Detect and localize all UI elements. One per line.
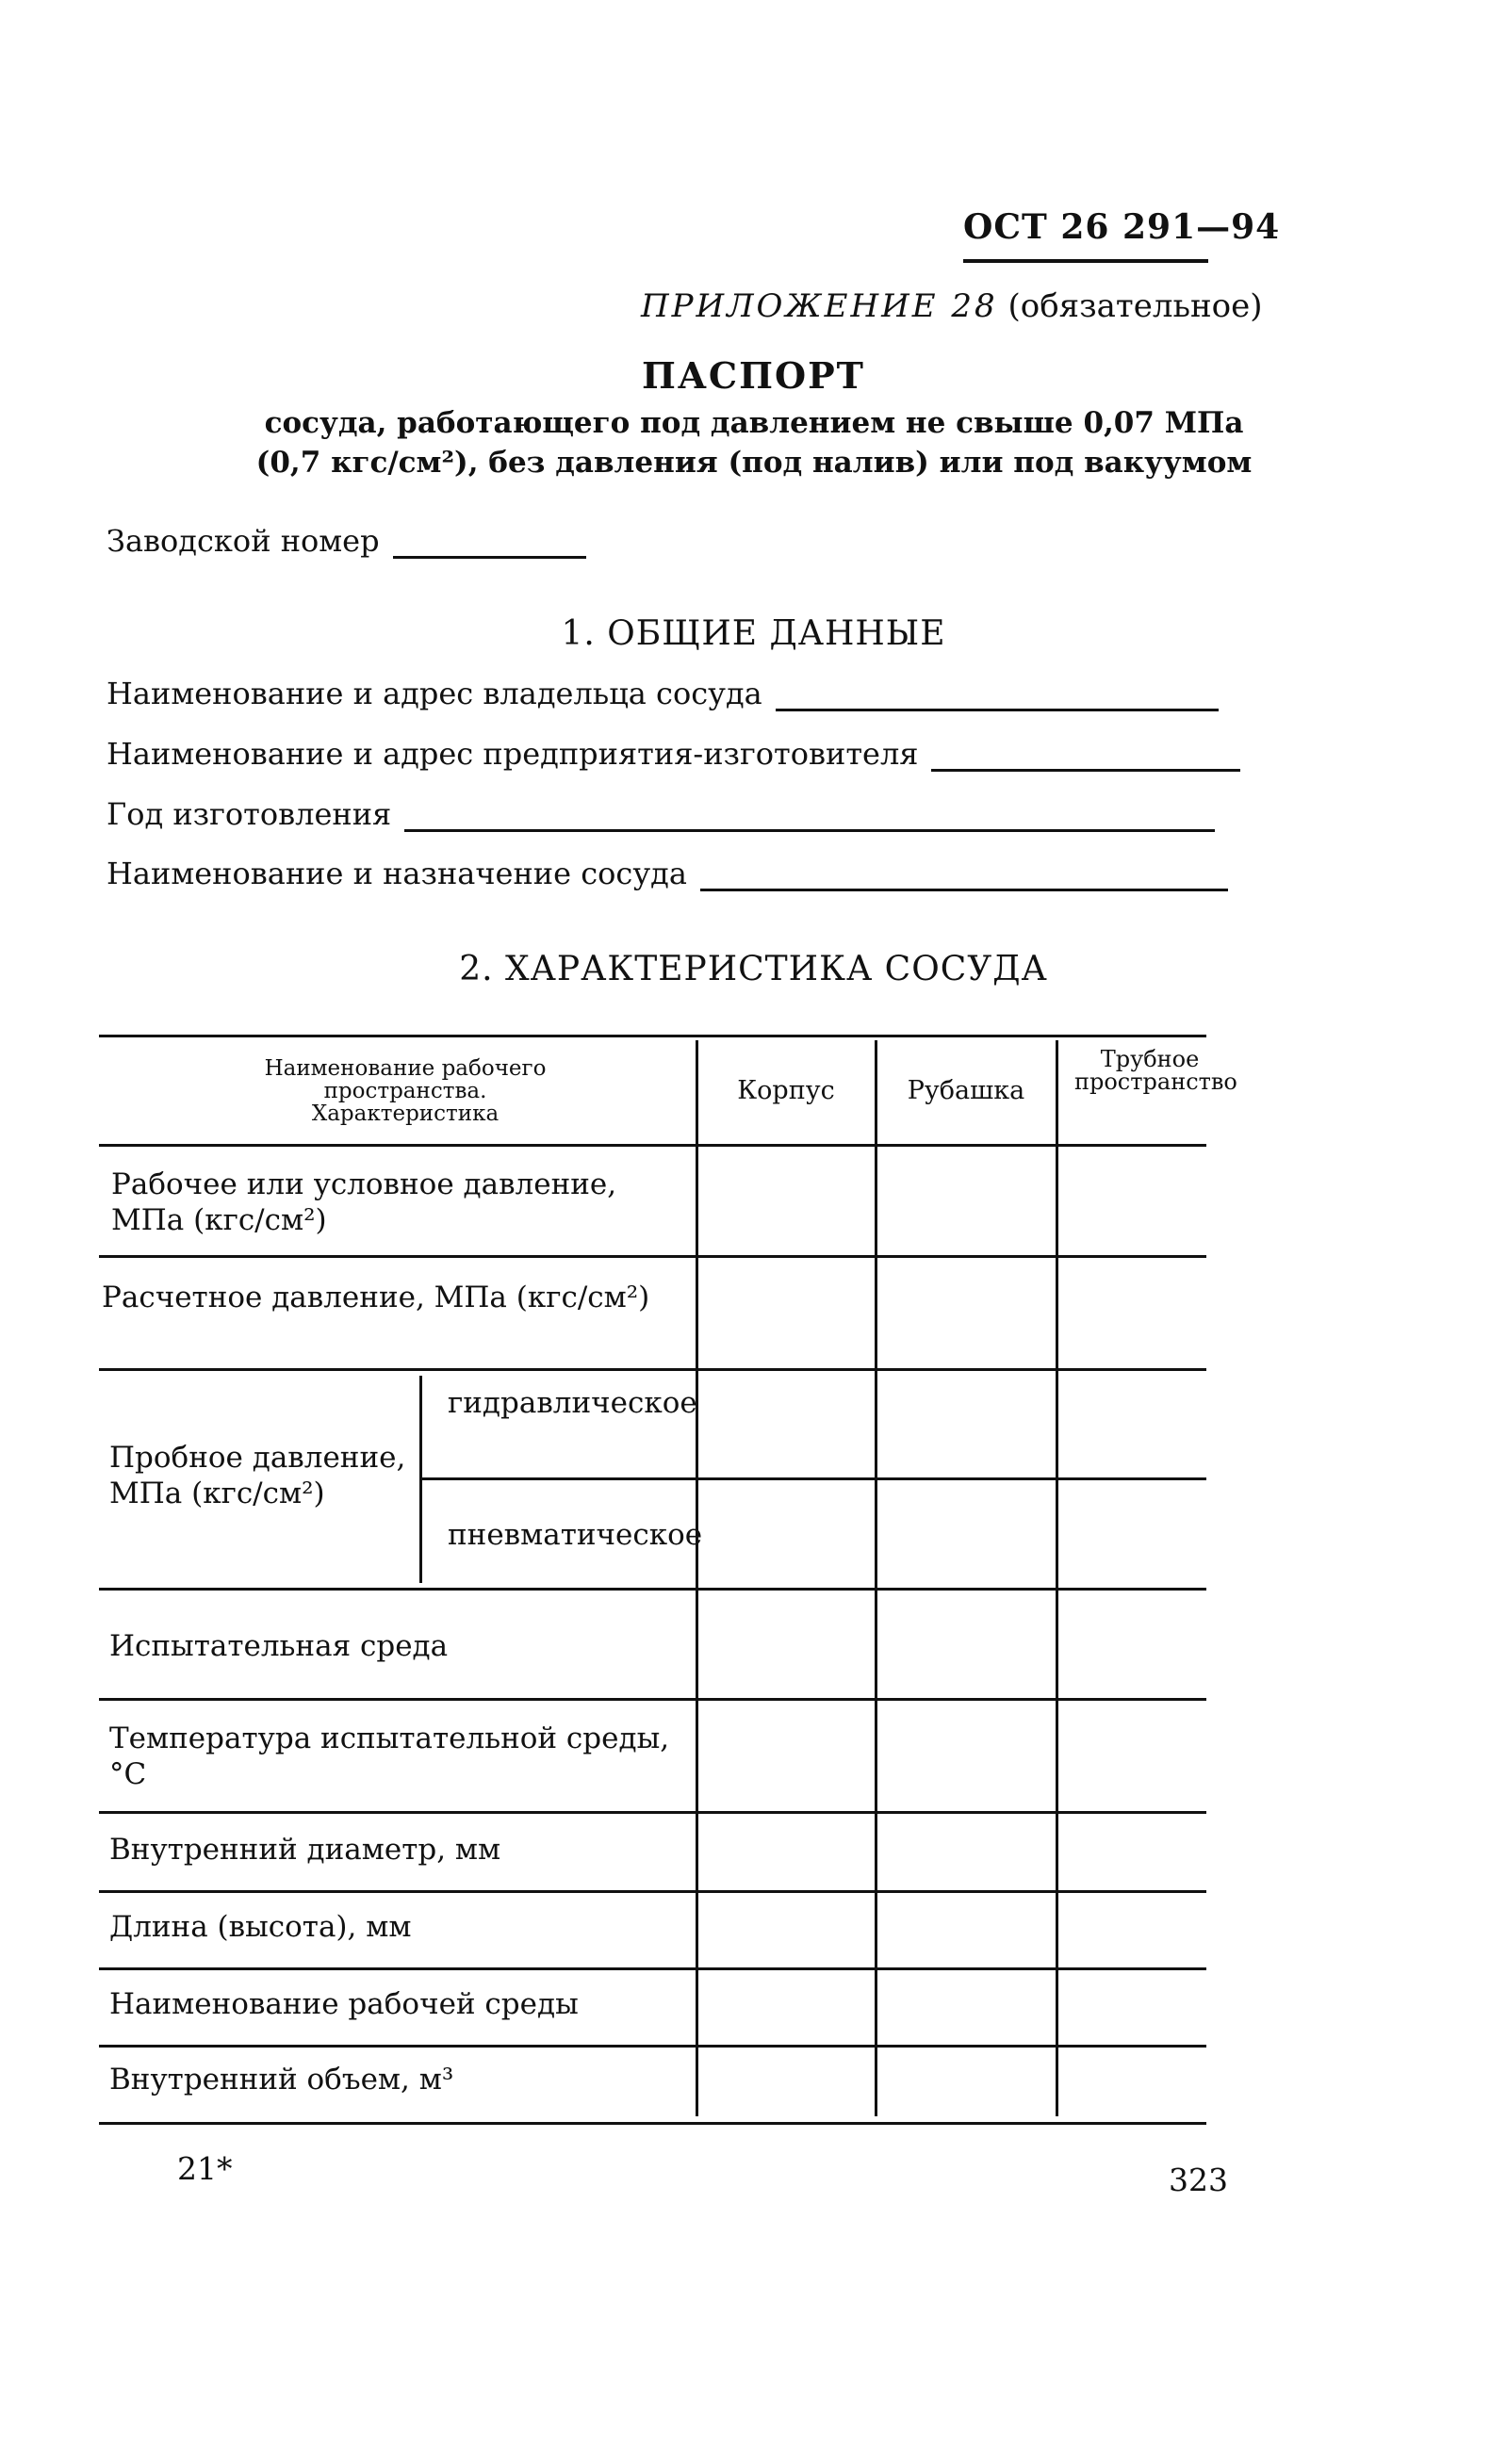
column-divider (696, 1040, 698, 2116)
purpose-label: Наименование и назначение сосуда (106, 856, 687, 891)
document-title: ПАСПОРТ (642, 354, 865, 397)
table-rule (99, 1144, 1206, 1147)
row-inner-diameter: Внутренний диаметр, мм (109, 1833, 501, 1867)
table-rule (99, 2122, 1206, 2125)
header-body: Корпус (737, 1076, 835, 1105)
row-test-pressure-label: Пробное давление, МПа (кгс/см²) (109, 1441, 406, 1510)
owner-label: Наименование и адрес владельца сосуда (106, 676, 762, 711)
owner-field (106, 676, 1219, 711)
appendix-heading (641, 287, 1262, 325)
subtitle-line-2: (0,7 кгс/см²), без давления (под налив) или под вакуумом (255, 446, 1253, 480)
year-blank[interactable] (404, 828, 1215, 832)
table-rule (99, 1967, 1206, 1970)
serial-number-label: Заводской номер (106, 523, 380, 559)
section-1-heading: 1. ОБЩИЕ ДАННЫЕ (561, 614, 946, 653)
standard-number: ОСТ 26 291—94 (963, 207, 1281, 247)
year-field (106, 796, 1215, 832)
subrow-divider (419, 1376, 422, 1583)
subtitle-line-1: сосуда, работающего под давлением не свыше 0,07 МПа (264, 406, 1244, 440)
owner-blank[interactable] (776, 708, 1219, 711)
table-rule (99, 1368, 1206, 1371)
row-test-medium: Испытательная среда (109, 1629, 449, 1663)
purpose-blank[interactable] (700, 888, 1228, 891)
table-rule (99, 1035, 1206, 1037)
document-subtitle (123, 403, 1385, 482)
page-number: 323 (1169, 2162, 1228, 2198)
row-design-pressure: Расчетное давление, МПа (кгс/см²) (102, 1281, 650, 1314)
row-inner-volume: Внутренний объем, м³ (109, 2063, 454, 2097)
column-divider (875, 1040, 877, 2116)
table-rule (99, 1588, 1206, 1591)
row-test-temperature: Температура испытательной среды, °С (109, 1722, 670, 1791)
row-working-medium: Наименование рабочей среды (109, 1987, 579, 2021)
table-rule (99, 1698, 1206, 1701)
manufacturer-field (106, 736, 1240, 772)
manufacturer-label: Наименование и адрес предприятия-изготовителя (106, 736, 919, 772)
serial-number-field (106, 523, 586, 559)
header-name: Наименование рабочего пространства. Характеристика (264, 1056, 547, 1126)
column-divider (1056, 1040, 1058, 2116)
row-length: Длина (высота), мм (109, 1910, 412, 1944)
purpose-field (106, 856, 1228, 891)
header-tube: Трубное пространство (1074, 1046, 1237, 1095)
appendix-label: ПРИЛОЖЕНИЕ 28 (641, 287, 998, 325)
row-pneumatic: пневматическое (448, 1518, 703, 1552)
standard-underline (963, 259, 1208, 263)
manufacturer-blank[interactable] (931, 768, 1240, 772)
table-rule (99, 1255, 1206, 1258)
table-rule (419, 1477, 1206, 1480)
row-working-pressure: Рабочее или условное давление, МПа (кгс/см²) (111, 1167, 617, 1237)
table-rule (99, 1811, 1206, 1814)
table-rule (99, 1890, 1206, 1893)
table-rule (99, 2045, 1206, 2048)
section-2-heading: 2. ХАРАКТЕРИСТИКА СОСУДА (459, 950, 1048, 988)
year-label: Год изготовления (106, 796, 392, 832)
appendix-note: (обязательное) (1007, 287, 1263, 325)
serial-number-blank[interactable] (393, 555, 586, 559)
header-jacket: Рубашка (907, 1076, 1025, 1105)
footer-left-mark: 21* (177, 2150, 233, 2187)
row-hydraulic: гидравлическое (448, 1386, 697, 1420)
